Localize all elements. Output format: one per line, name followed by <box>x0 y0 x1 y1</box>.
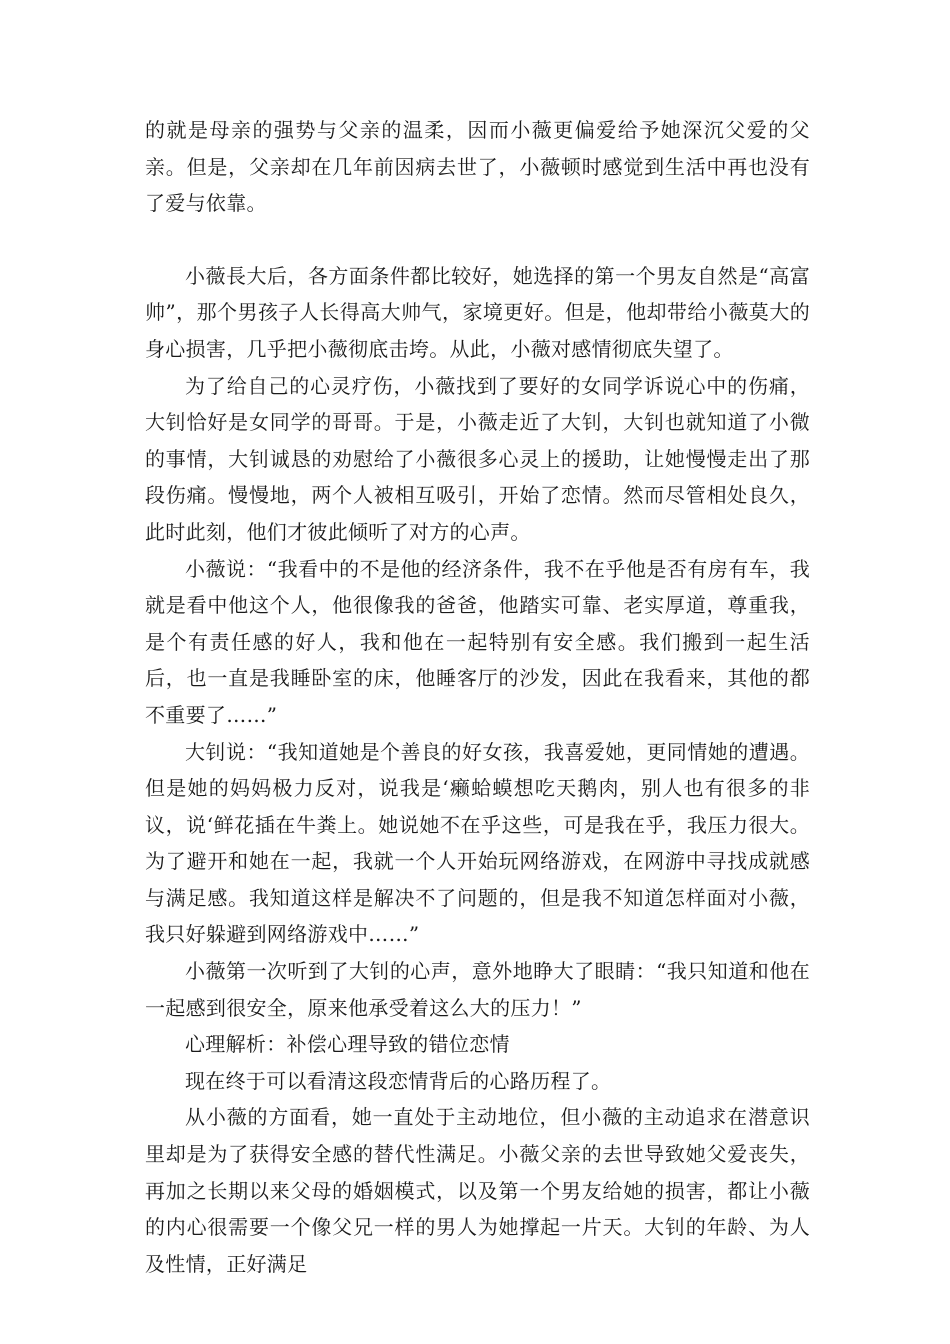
paragraph-6: 小薇第一次听到了大钊的心声，意外地睁大了眼睛：“我只知道和他在一起感到很安全，原来他承受着这么大的压力！” <box>145 959 810 1020</box>
section-heading: 心理解析：补偿心理导致的错位恋情 <box>185 1032 510 1057</box>
paragraph-3: 为了给自己的心灵疗伤，小薇找到了要好的女同学诉说心中的伤痛，大钊恰好是女同学的哥哥。于是，小薇走近了大钊，大钊也就知道了小微的事情，大钊诚恳的劝慰给了小薇很多心灵上的援助，让她慢慢走出了那段伤痛。慢慢地，两个人被相互吸引，开始了恋情。然而尽管相处良久，此时此刻，他们才彼此倾听了对方的心声。 <box>145 373 810 544</box>
paragraph-1: 的就是母亲的强势与父亲的温柔，因而小薇更偏爱给予她深沉父爱的父亲。但是，父亲却在几年前因病去世了，小薇顿时感觉到生活中再也没有了爱与依靠。 <box>145 118 810 216</box>
paragraph-8: 从小薇的方面看，她一直处于主动地位，但小薇的主动追求在潜意识里却是为了获得安全感的替代性满足。小薇父亲的去世导致她父爱丧失，再加之长期以来父母的婚姻模式，以及第一个男友给她的损害，都让小薇的内心很需要一个像父兄一样的男人为她撑起一片天。大钊的年龄、为人及性情，正好满足 <box>145 1105 810 1276</box>
paragraph-2: 小薇長大后，各方面条件都比较好，她选择的第一个男友自然是“高富帅”，那个男孩子人长得高大帅气，家境更好。但是，他却带给小薇莫大的身心损害，几乎把小薇彻底击垮。从此，小薇对感情彻底失望了。 <box>145 263 810 361</box>
paragraph-4: 小薇说：“我看中的不是他的经济条件，我不在乎他是否有房有车，我就是看中他这个人，他很像我的爸爸，他踏实可靠、老实厚道，尊重我，是个有责任感的好人，我和他在一起特别有安全感。我们搬到一起生活后，也一直是我睡卧室的床，他睡客厅的沙发，因此在我看来，其他的都不重要了……” <box>145 556 810 727</box>
paragraph-7: 现在终于可以看清这段恋情背后的心路历程了。 <box>185 1068 612 1093</box>
paragraph-gap <box>145 222 810 258</box>
document-body <box>145 112 810 1282</box>
paragraph-5: 大钊说：“我知道她是个善良的好女孩，我喜爱她，更同情她的遭遇。但是她的妈妈极力反对，说我是‘癞蛤蟆想吃天鹅肉，别人也有很多的非议，说‘鲜花插在牛粪上。她说她不在乎这些，可是我在乎，我压力很大。为了避开和她在一起，我就一个人开始玩网络游戏，在网游中寻找成就感与满足感。我知道这样是解决不了问题的，但是我不知道怎样面对小薇，我只好躲避到网络游戏中……” <box>145 739 810 947</box>
